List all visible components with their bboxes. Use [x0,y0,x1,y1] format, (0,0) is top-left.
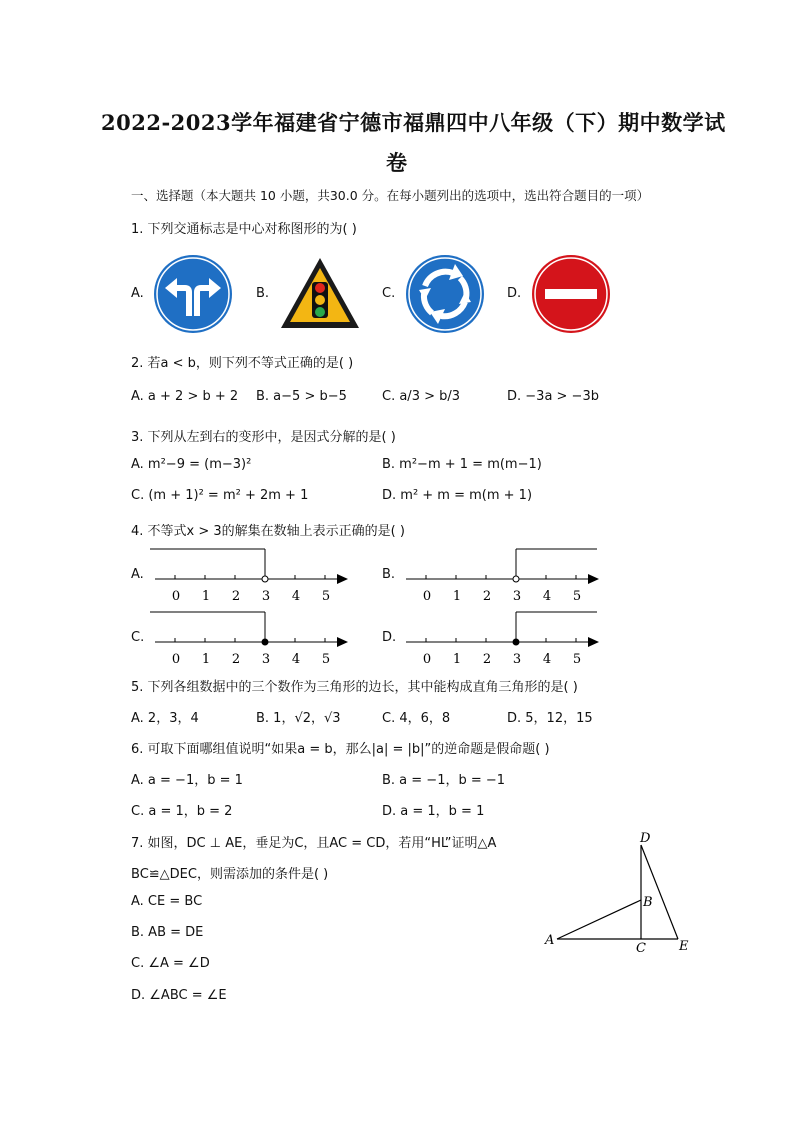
tick-label: 0 [422,589,432,604]
q3-option-b: B. m²−m + 1 = m(m−1) [382,457,542,472]
tick-label: 2 [231,652,241,667]
q2-option-a: A. a + 2 > b + 2 [131,389,239,404]
q7-option-d: D. ∠ABC = ∠E [131,988,227,1003]
triangle-figure [540,828,700,958]
tick-label: 1 [452,589,462,604]
no-entry-sign-icon [531,254,611,334]
tick-label: 0 [171,589,181,604]
q5-option-c: C. 4，6，8 [382,711,451,726]
tick-label: 2 [482,652,492,667]
tick-label: 5 [572,652,582,667]
point-label-e: E [679,939,689,954]
section-header: 一、选择题（本大题共 10 小题，共30.0 分。在每小题列出的选项中，选出符合题目的一项） [131,188,650,203]
tick-label: 1 [201,589,211,604]
q7-stem-line2: BC≌△DEC，则需添加的条件是( ) [131,867,329,882]
q5-option-a: A. 2，3，4 [131,711,199,726]
q6-stem: 6. 可取下面哪组值说明“如果a = b，那么|a| = |b|”的逆命题是假命题( ) [131,742,550,757]
q7-option-c: C. ∠A = ∠D [131,956,210,971]
q4-stem: 4. 不等式x > 3的解集在数轴上表示正确的是( ) [131,524,405,539]
tick-label: 5 [321,589,331,604]
tick-label: 0 [422,652,432,667]
tick-label: 4 [542,652,552,667]
tick-label: 0 [171,652,181,667]
number-line-a [150,545,360,610]
tick-label: 3 [512,589,522,604]
q1-label-c: C. [382,286,396,301]
q3-option-a: A. m²−9 = (m−3)² [131,457,252,472]
q3-option-c: C. (m + 1)² = m² + 2m + 1 [131,488,309,503]
q4-label-c: C. [131,630,145,645]
page-title-line2: 卷 [386,150,408,175]
q6-option-b: B. a = −1，b = −1 [382,773,506,788]
number-line-c [150,608,360,673]
traffic-light-warning-sign-icon [279,256,361,330]
q4-label-d: D. [382,630,397,645]
tick-label: 1 [452,652,462,667]
tick-label: 1 [201,652,211,667]
tick-label: 3 [261,652,271,667]
tick-label: 3 [512,652,522,667]
q7-option-a: A. CE = BC [131,894,203,909]
tick-label: 5 [321,652,331,667]
q6-option-a: A. a = −1，b = 1 [131,773,243,788]
q3-stem: 3. 下列从左到右的变形中，是因式分解的是( ) [131,430,396,445]
q5-option-b: B. 1，√2，√3 [256,711,341,726]
q6-option-c: C. a = 1，b = 2 [131,804,233,819]
q5-stem: 5. 下列各组数据中的三个数作为三角形的边长，其中能构成直角三角形的是( ) [131,680,578,695]
page-title-line1: 2022-2023学年福建省宁德市福鼎四中八年级（下）期中数学试 [101,110,726,135]
tick-label: 2 [231,589,241,604]
q2-option-b: B. a−5 > b−5 [256,389,347,404]
q1-label-a: A. [131,286,144,301]
q2-stem: 2. 若a < b，则下列不等式正确的是( ) [131,356,354,371]
q4-label-a: A. [131,567,144,582]
q3-option-d: D. m² + m = m(m + 1) [382,488,533,503]
q1-label-d: D. [507,286,522,301]
tick-label: 4 [542,589,552,604]
q6-option-d: D. a = 1，b = 1 [382,804,485,819]
q1-stem: 1. 下列交通标志是中心对称图形的为( ) [131,222,357,237]
point-label-b: B [643,895,653,910]
q1-label-b: B. [256,286,270,301]
q7-stem-line1: 7. 如图，DC ⊥ AE，垂足为C，且AC = CD，若用“HL”证明△A [131,836,497,851]
q7-option-b: B. AB = DE [131,925,204,940]
turn-left-right-sign-icon [153,254,233,334]
roundabout-sign-icon [405,254,485,334]
point-label-a: A [545,933,555,948]
q2-option-c: C. a/3 > b/3 [382,389,461,404]
q5-option-d: D. 5，12，15 [507,711,593,726]
tick-label: 2 [482,589,492,604]
tick-label: 4 [291,652,301,667]
point-label-d: D [640,831,651,846]
point-label-c: C [636,941,646,956]
number-line-b [401,545,611,610]
tick-label: 3 [261,589,271,604]
number-line-d [401,608,611,673]
q4-label-b: B. [382,567,396,582]
tick-label: 4 [291,589,301,604]
q2-option-d: D. −3a > −3b [507,389,599,404]
tick-label: 5 [572,589,582,604]
